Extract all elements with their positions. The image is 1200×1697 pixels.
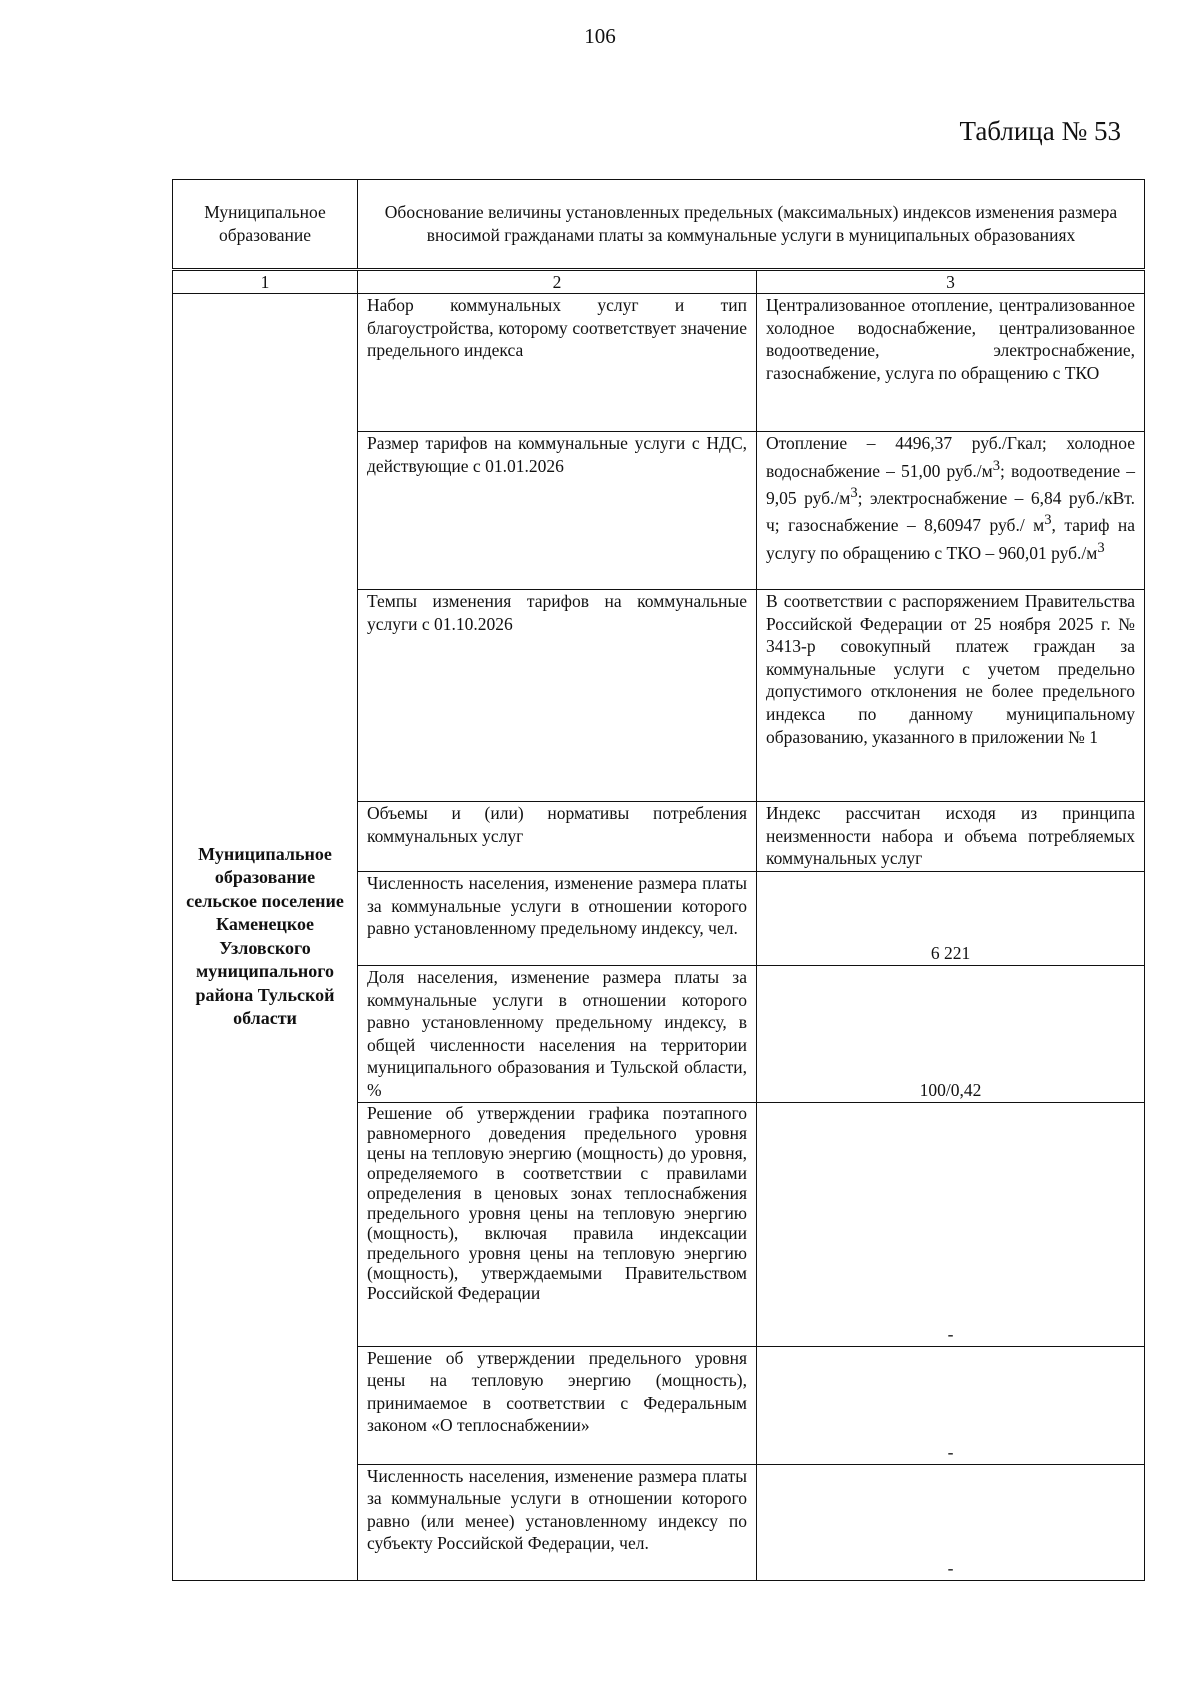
- tariff-text-1: Отопление – 4496,37 руб./Гкал; холодное водоснабжение – 51,00 руб./м: [766, 433, 1135, 481]
- row-value: -: [757, 1464, 1145, 1580]
- header-col1: Муниципальное образование: [173, 180, 358, 269]
- tariff-text-2: ; водоотведение – 9,05 руб./м: [766, 460, 1135, 508]
- column-number-1: 1: [173, 271, 358, 294]
- municipality-name: Муниципальное образование сельское поселение Каменецкое Узловского муниципального района Тульской области: [173, 294, 358, 1581]
- row-label: Размер тарифов на коммунальные услуги с НДС, действующие с 01.01.2026: [358, 432, 757, 590]
- superscript: 3: [1044, 512, 1052, 529]
- column-number-2: 2: [358, 271, 757, 294]
- row-value: Централизованное отопление, централизованное холодное водоснабжение, централизованное водоотведение, электроснабжение, газоснабжение, услуга по обращению с ТКО: [757, 294, 1145, 432]
- row-label: Решение об утверждении графика поэтапного равномерного доведения предельного уровня цены на тепловую энергию (мощность) до уровня, определяемого в соответствии с правилами определения в ценовых зонах теплоснабжения предельного уровня цены на тепловую энергию (мощность), включая правила индексации предельного уровня цены на тепловую энергию (мощность), утверждаемыми Правительством Российской Федерации: [358, 1102, 757, 1346]
- table-title: Таблица № 53: [959, 116, 1121, 146]
- table-row: [173, 294, 1145, 432]
- header-col2: Обоснование величины установленных предельных (максимальных) индексов изменения размера вносимой гражданами платы за коммунальные услуги в муниципальных образованиях: [358, 180, 1145, 269]
- column-number-row: [173, 271, 1145, 294]
- superscript: 3: [992, 457, 1001, 474]
- row-label: Объемы и (или) нормативы потребления коммунальных услуг: [358, 802, 757, 872]
- row-value: -: [757, 1346, 1145, 1464]
- tariff-text-4: , тариф на услугу по обращению с ТКО – 960,01 руб./м: [766, 515, 1135, 563]
- row-label: Набор коммунальных услуг и тип благоустройства, которому соответствует значение предельного индекса: [358, 294, 757, 432]
- row-value: Индекс рассчитан исходя из принципа неизменности набора и объема потребляемых коммунальных услуг: [757, 802, 1145, 872]
- page-number: 106: [584, 24, 616, 48]
- row-label: Решение об утверждении предельного уровня цены на тепловую энергию (мощность), принимаемое в соответствии с Федеральным законом «О теплоснабжении»: [358, 1346, 757, 1464]
- row-value: 6 221: [757, 872, 1145, 966]
- row-label: Численность населения, изменение размера платы за коммунальные услуги в отношении которого равно (или менее) установленному индексу по субъекту Российской Федерации, чел.: [358, 1464, 757, 1580]
- data-table: [172, 270, 1145, 1581]
- row-label: Численность населения, изменение размера платы за коммунальные услуги в отношении которого равно установленному предельному индексу, чел.: [358, 872, 757, 966]
- row-value: [757, 432, 1145, 590]
- column-number-3: 3: [757, 271, 1145, 294]
- superscript: 3: [850, 485, 858, 502]
- row-label: Доля населения, изменение размера платы за коммунальные услуги в отношении которого равно установленному предельному индексу, в общей численности населения на территории муниципального образования и Тульской области, %: [358, 966, 757, 1103]
- header-table: [172, 179, 1145, 269]
- row-value: -: [757, 1102, 1145, 1346]
- superscript: 3: [1097, 539, 1105, 556]
- row-value: В соответствии с распоряжением Правительства Российской Федерации от 25 ноября 2025 г. № 3413-р совокупный платеж граждан за коммунальные услуги с учетом предельно допустимого отклонения не более предельного индекса по данному муниципальному образованию, указанного в приложении № 1: [757, 590, 1145, 802]
- header-row: [173, 180, 1145, 269]
- tariff-text-3: ; электроснабжение – 6,84 руб./кВт. ч; газоснабжение – 8,60947 руб./ м: [766, 487, 1135, 536]
- row-label: Темпы изменения тарифов на коммунальные услуги с 01.10.2026: [358, 590, 757, 802]
- row-value: 100/0,42: [757, 966, 1145, 1103]
